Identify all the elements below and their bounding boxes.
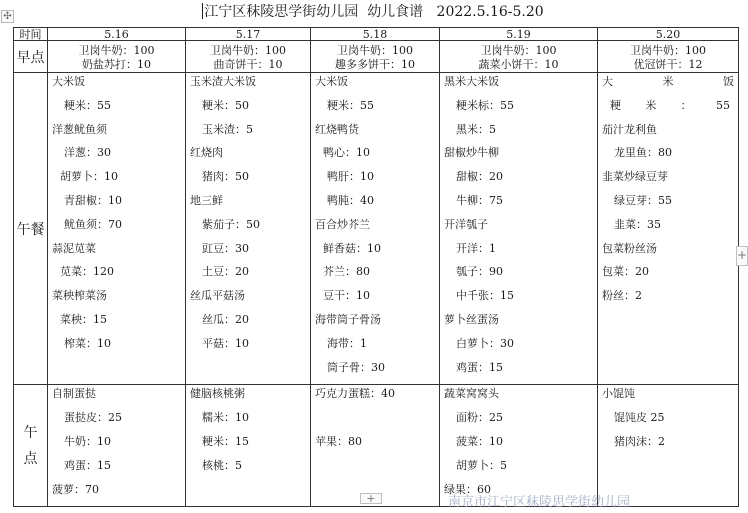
date-cell: 5.17: [186, 28, 311, 41]
ingredient: 包菜：20: [602, 265, 649, 279]
lunch-cell: [311, 73, 440, 385]
ingredient: 榨菜：10: [64, 336, 111, 350]
dish-name: 菜秧榨菜汤: [52, 289, 107, 303]
dish-name: 地三鲜: [190, 193, 223, 207]
title-subject: 幼儿食谱: [367, 4, 424, 20]
dish-name: 甜椒炒牛柳: [444, 146, 499, 160]
breakfast-line: 卫岗牛奶：100: [78, 43, 155, 57]
ingredient: 瓠子：90: [456, 265, 503, 279]
breakfast-line: 趣多多饼干：10: [335, 57, 415, 71]
ingredient: 猪肉：50: [202, 170, 249, 184]
dish-name: 自制蛋挞: [52, 387, 96, 401]
breakfast-line: 卫岗牛奶：100: [630, 43, 706, 57]
snack-cell: [598, 385, 739, 507]
header-row: [14, 28, 739, 41]
ingredient: 鸭肝：10: [327, 170, 374, 184]
dish-name: 韭菜炒绿豆芽: [602, 170, 668, 184]
ingredient: 牛奶：10: [64, 434, 111, 448]
time-label: 时间: [14, 28, 48, 41]
dish-name: 包菜粉丝汤: [602, 241, 657, 255]
dish-name: 红烧肉: [190, 146, 223, 160]
dish-name: 大米饭: [315, 75, 348, 88]
snack-cell: [440, 385, 598, 507]
dish-name: 蒜泥苋菜: [52, 241, 96, 255]
dish-name: 百合炒芥兰: [315, 217, 370, 231]
breakfast-line: 曲奇饼干：10: [213, 57, 283, 71]
ingredient: 猪肉沫：2: [614, 434, 665, 448]
lunch-cell: [440, 73, 598, 385]
ingredient: 白萝卜：30: [456, 336, 514, 350]
ingredient: 粳米：55: [64, 98, 111, 112]
ingredient: 蛋挞皮：25: [64, 411, 122, 425]
ingredient: 甜椒：20: [456, 170, 503, 184]
title-period: 2022.5.16-5.20: [436, 4, 544, 20]
lunch-cell: [48, 73, 186, 385]
ingredient: 菠菜：10: [456, 434, 503, 448]
ingredient: 粉丝：2: [602, 289, 642, 303]
dish-name: 萝卜丝蛋汤: [444, 312, 499, 326]
dish-name: 开洋瓠子: [444, 217, 488, 231]
snack-cell: [48, 385, 186, 507]
dish-name: 丝瓜平菇汤: [190, 289, 245, 303]
title-school: 江宁区秣陵思学街幼儿园: [204, 4, 359, 20]
dish-name: 大米饭: [52, 75, 85, 88]
snack-cell: [311, 385, 440, 507]
ingredient: 粳米：55: [327, 98, 374, 112]
date-cell: 5.16: [48, 28, 186, 41]
ingredient: 洋葱：30: [64, 146, 111, 160]
ingredient: 鸭肫：40: [327, 193, 374, 207]
ingredient: 中千张：15: [456, 289, 514, 303]
add-row-button[interactable]: +: [360, 493, 382, 504]
dish-name: 大 米 饭: [602, 75, 734, 88]
breakfast-line: 卫岗牛奶：100: [210, 43, 286, 57]
dish-name: 绿果：60: [444, 482, 491, 496]
ingredient: 开洋：1: [456, 241, 496, 255]
snack-label: 午 点: [14, 385, 48, 507]
lunch-label: 午餐: [14, 73, 48, 385]
ingredient: 海带：1: [327, 336, 367, 350]
breakfast-line: 卫岗牛奶：100: [337, 43, 413, 57]
snack-cell: [186, 385, 311, 507]
dish-name: 玉米渣大米饭: [190, 75, 256, 88]
breakfast-label: 早点: [14, 41, 48, 73]
lunch-cell: [186, 73, 311, 385]
date-cell: 5.19: [440, 28, 598, 41]
menu-table: [13, 27, 739, 507]
ingredient: 馄饨皮 25: [614, 411, 665, 425]
ingredient: 平菇：10: [202, 336, 249, 350]
breakfast-line: 蔬菜小饼干：10: [478, 57, 559, 71]
breakfast-row: [14, 41, 739, 73]
ingredient: 苋菜：120: [60, 265, 114, 279]
ingredient: 粳米：50: [202, 98, 249, 112]
dish-name: 蔬菜窝窝头: [444, 387, 499, 401]
ingredient: 鱿鱼须：70: [64, 217, 122, 231]
ingredient: 龙里鱼：80: [614, 146, 672, 160]
ingredient: 鲜香菇：10: [323, 241, 381, 255]
ingredient: 菜秧：15: [60, 312, 107, 326]
add-column-button[interactable]: +: [736, 246, 748, 266]
date-cell: 5.20: [598, 28, 739, 41]
ingredient: 胡萝卜：5: [456, 458, 507, 472]
ingredient: 土豆：20: [202, 265, 249, 279]
ingredient: 韭菜：35: [614, 217, 661, 231]
ingredient: 筒子骨：30: [327, 360, 385, 374]
dish-name: 红烧鸭货: [315, 122, 359, 136]
dish-name: 黑米大米饭: [444, 75, 499, 88]
breakfast-cell: [440, 41, 598, 73]
ingredient: 面粉：25: [456, 411, 503, 425]
ingredient: 核桃：5: [202, 458, 242, 472]
ingredient: 芥兰：80: [323, 265, 370, 279]
ingredient: 胡萝卜：10: [60, 170, 118, 184]
ingredient: 粳 米 ： 55: [610, 98, 730, 112]
document-title: [0, 3, 746, 20]
dish-name: 海带筒子骨汤: [315, 312, 381, 326]
watermark: 南京市江宁区秣陵思学街幼儿园: [448, 495, 631, 510]
lunch-cell: [598, 73, 739, 385]
ingredient: 粳米标：55: [456, 98, 514, 112]
snack-row: [14, 385, 739, 507]
ingredient: 菠萝：70: [52, 482, 99, 496]
ingredient: 牛柳：75: [456, 193, 503, 207]
breakfast-cell: [48, 41, 186, 73]
ingredient: 鸡蛋：15: [456, 360, 503, 374]
ingredient: 粳米：15: [202, 434, 249, 448]
breakfast-cell: [186, 41, 311, 73]
dish-name: 洋葱鱿鱼须: [52, 122, 107, 136]
dish-name: 巧克力蛋糕：40: [315, 387, 395, 401]
breakfast-cell: [598, 41, 739, 73]
ingredient: 鸭心：10: [323, 146, 370, 160]
breakfast-line: 奶盐苏打：10: [82, 57, 151, 71]
ingredient: 鸡蛋：15: [64, 458, 111, 472]
breakfast-cell: [311, 41, 440, 73]
ingredient: 豆干：10: [323, 289, 370, 303]
dish-name: 健脑核桃粥: [190, 387, 245, 401]
ingredient: 黑米：5: [456, 122, 496, 136]
dish-name: 茄汁龙利鱼: [602, 122, 657, 136]
ingredient: 玉米渣：5: [202, 122, 253, 136]
table-move-handle[interactable]: ✣: [1, 10, 14, 23]
dish-name: 苹果：80: [315, 434, 362, 448]
ingredient: 豇豆：30: [202, 241, 249, 255]
ingredient: 丝瓜：20: [202, 312, 249, 326]
ingredient: 绿豆芽：55: [614, 193, 672, 207]
ingredient: 青甜椒：10: [64, 193, 122, 207]
ingredient: 紫茄子：50: [202, 217, 260, 231]
ingredient: 糯米：10: [202, 411, 249, 425]
dish-name: 小馄饨: [602, 387, 635, 401]
breakfast-line: 卫岗牛奶：100: [480, 43, 557, 57]
date-cell: 5.18: [311, 28, 440, 41]
breakfast-line: 优冠饼干：12: [633, 57, 703, 71]
lunch-row: [14, 73, 739, 385]
